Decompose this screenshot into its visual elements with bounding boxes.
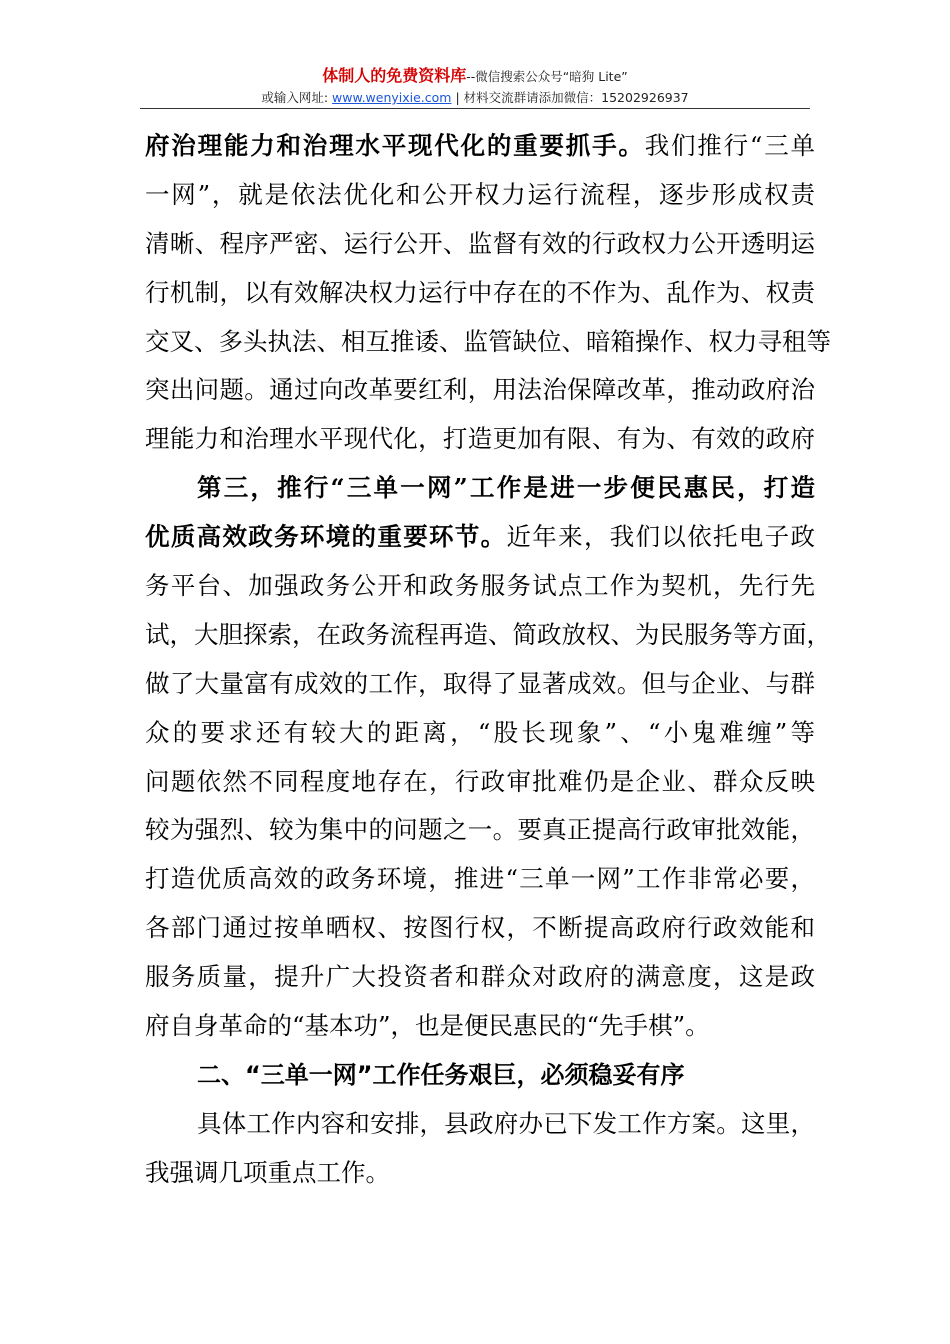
- page-header: [0, 66, 950, 107]
- header-contact-line: [0, 89, 950, 107]
- paragraph-line: 各部门通过按单晒权、按图行权，不断提高政府行政效能和: [145, 913, 815, 943]
- text-run: 我们推行“三单: [644, 131, 816, 160]
- paragraph-line: 务平台、加强政务公开和政务服务试点工作为契机，先行先: [145, 571, 815, 601]
- paragraph-line: 服务质量，提升广大投资者和群众对政府的满意度，这是政: [145, 962, 815, 992]
- document-body: [145, 122, 831, 1198]
- header-subtitle: --微信搜索公众号“暗狗 Lite”: [466, 69, 628, 84]
- bold-phrase: 府治理能力和治理水平现代化的重要抓手。: [145, 131, 645, 160]
- paragraph-line: 试，大胆探索，在政务流程再造、简政放权、为民服务等方面，: [145, 619, 831, 649]
- paragraph-line: 第三，推行“三单一网”工作是进一步便民惠民，打造: [197, 473, 815, 503]
- paragraph-line: 较为强烈、较为集中的问题之一。要真正提高行政审批效能，: [145, 815, 815, 845]
- paragraph-line: 我强调几项重点工作。: [145, 1157, 390, 1187]
- bold-phrase: 优质高效政务环境的重要环节。: [145, 522, 507, 552]
- header-url-link[interactable]: www.wenyixie.com: [332, 90, 452, 105]
- paragraph-line: 府自身革命的“基本功”，也是便民惠民的“先手棋”。: [145, 1011, 710, 1041]
- paragraph-line: [145, 122, 815, 171]
- paragraph-line: 突出问题。通过向改革要红利，用法治保障改革，推动政府治: [145, 375, 815, 405]
- paragraph-line: [145, 513, 815, 562]
- paragraph-line: 清晰、程序严密、运行公开、监督有效的行政权力公开透明运: [145, 228, 815, 258]
- header-title-line: [0, 66, 950, 87]
- text-run: 近年来，我们以依托电子政: [506, 522, 816, 552]
- paragraph-line: 理能力和治理水平现代化，打造更加有限、有为、有效的政府: [145, 424, 815, 454]
- paragraph-line: 交叉、多头执法、相互推诿、监管缺位、暗箱操作、权力寻租等: [145, 326, 831, 356]
- header-divider: [140, 108, 810, 109]
- paragraph-line: 行机制，以有效解决权力运行中存在的不作为、乱作为、权责: [145, 277, 815, 307]
- paragraph-line: 做了大量富有成效的工作，取得了显著成效。但与企业、与群: [145, 668, 815, 698]
- paragraph-line: 众的要求还有较大的距离，“股长现象”、“小鬼难缠”等: [145, 717, 815, 747]
- header-brand: 体制人的免费资料库: [322, 66, 467, 85]
- paragraph-line: 打造优质高效的政务环境，推进“三单一网”工作非常必要，: [145, 864, 815, 894]
- paragraph-line: 一网”，就是依法优化和公开权力运行流程，逐步形成权责: [145, 179, 815, 209]
- section-heading: 二、“三单一网”工作任务艰巨，必须稳妥有序: [197, 1060, 685, 1089]
- header-contact-suffix: | 材料交流群请添加微信：15202926937: [451, 90, 689, 105]
- header-url-prefix: 或输入网址:: [261, 90, 333, 105]
- paragraph-line: 具体工作内容和安排，县政府办已下发工作方案。这里，: [197, 1108, 815, 1138]
- paragraph-line: 问题依然不同程度地存在，行政审批难仍是企业、群众反映: [145, 766, 815, 796]
